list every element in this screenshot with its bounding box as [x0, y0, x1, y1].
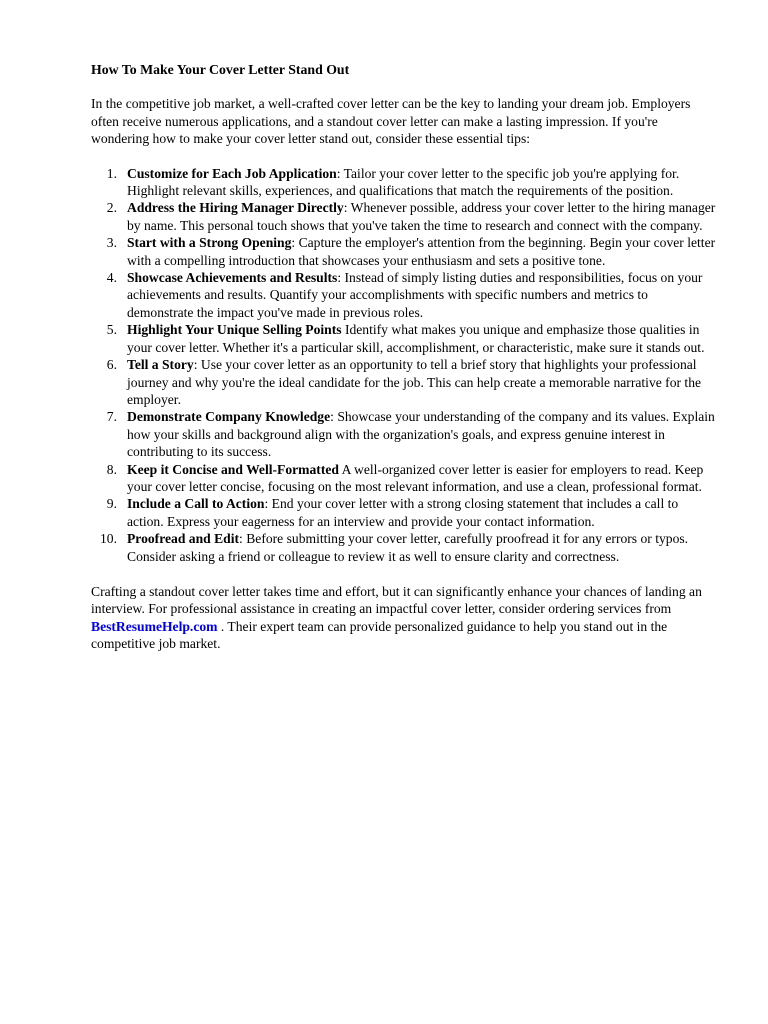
tip-item-8	[91, 461, 717, 496]
tip-number: 3.	[106, 235, 117, 251]
tip-body: : Instead of simply listing duties and responsibilities, focus on your achievements and results. Quantify your accomplishments with specific numbers and metrics to demonstrate the impact you've made in previous roles.	[127, 270, 703, 320]
tip-body: : Before submitting your cover letter, carefully proofread it for any errors or typos. Consider asking a friend or colleague to review it as well to ensure clarity and correctness.	[127, 531, 689, 564]
closing-text-after: . Their expert team can provide personalized guidance to help you stand out in the competitive job market.	[91, 618, 668, 652]
tip-item-5	[91, 321, 717, 356]
tip-text	[127, 269, 717, 321]
tip-number: 4.	[106, 270, 117, 286]
intro-paragraph: In the competitive job market, a well-crafted cover letter can be the key to landing your dream job. Employers often receive numerous applications, and a standout cover letter can make a lasting impression. If you're wondering how to make your cover letter stand out, consider these essential tips:	[91, 96, 691, 147]
tip-body: A well-organized cover letter is easier for employers to read. Keep your cover letter concise, focusing on the most relevant information, and use a clean, professional format.	[127, 461, 704, 494]
page-title: How To Make Your Cover Letter Stand Out	[91, 62, 350, 77]
bestresumehelp-link[interactable]: BestResumeHelp.com	[91, 618, 218, 634]
tip-title: Keep it Concise and Well-Formatted	[127, 461, 339, 477]
tip-body: : Showcase your understanding of the company and its values. Explain how your skills and background align with the organization's goals, and express genuine interest in contributing to its success.	[127, 409, 715, 460]
tip-number: 7.	[106, 409, 117, 425]
tip-title: Highlight Your Unique Selling Points	[127, 322, 342, 338]
tip-body: : Tailor your cover letter to the specific job you're applying for. Highlight relevant skills, experiences, and qualifications that match the requirements of the position.	[127, 165, 680, 199]
tip-text	[127, 234, 717, 269]
tip-item-10	[91, 530, 717, 565]
tip-title: Tell a Story	[127, 357, 194, 373]
tip-item-3	[91, 234, 717, 269]
tip-text	[127, 461, 717, 496]
tip-title: Proofread and Edit	[127, 531, 240, 547]
tip-item-2	[91, 199, 717, 234]
tip-number: 5.	[106, 322, 117, 338]
tip-text	[127, 495, 717, 530]
tip-text	[127, 321, 717, 356]
tip-text	[127, 165, 717, 200]
tip-title: Start with a Strong Opening	[127, 235, 292, 251]
tip-title: Address the Hiring Manager Directly	[127, 200, 344, 216]
tip-body: Identify what makes you unique and emphasize those qualities in your cover letter. Whether it's a particular skill, accomplishment, or characteristic, make sure it stands out.	[127, 322, 705, 355]
tip-body: : Capture the employer's attention from the beginning. Begin your cover letter with a compelling introduction that showcases your enthusiasm and sets a positive tone.	[127, 235, 716, 268]
tip-number: 2.	[106, 200, 117, 216]
tip-item-9	[91, 495, 717, 530]
tip-item-1	[91, 165, 717, 200]
tip-text	[127, 356, 717, 408]
tip-item-6	[91, 356, 717, 408]
tip-title: Showcase Achievements and Results	[127, 270, 338, 286]
tip-text	[127, 408, 717, 460]
tips-list	[91, 165, 717, 565]
tip-body: : Use your cover letter as an opportunity to tell a brief story that highlights your professional journey and why you're the ideal candidate for the job. This can help create a memorable narrative for the employer.	[127, 357, 702, 407]
tip-title: Demonstrate Company Knowledge	[127, 409, 331, 425]
tip-body: : Whenever possible, address your cover letter to the hiring manager by name. This personal touch shows that you've taken the time to research and connect with the company.	[127, 200, 716, 233]
tip-item-7	[91, 408, 717, 460]
closing-text-before: Crafting a standout cover letter takes time and effort, but it can significantly enhance your chances of landing an interview. For professional assistance in creating an impactful cover letter, consider ordering services from	[91, 583, 702, 617]
tip-number: 1.	[106, 165, 117, 181]
document-content	[91, 61, 717, 653]
tip-title: Include a Call to Action	[127, 496, 265, 512]
tip-text	[127, 199, 717, 234]
tip-number: 9.	[106, 496, 117, 512]
tip-number: 6.	[106, 357, 117, 373]
tip-text	[127, 530, 717, 565]
tip-number: 10.	[100, 531, 117, 547]
tip-number: 8.	[106, 461, 117, 477]
closing-paragraph	[91, 583, 717, 653]
tip-item-4	[91, 269, 717, 321]
tip-body: : End your cover letter with a strong closing statement that includes a call to action. Express your eagerness for an interview and provide your contact information.	[127, 496, 679, 529]
tip-title: Customize for Each Job Application	[127, 165, 337, 181]
